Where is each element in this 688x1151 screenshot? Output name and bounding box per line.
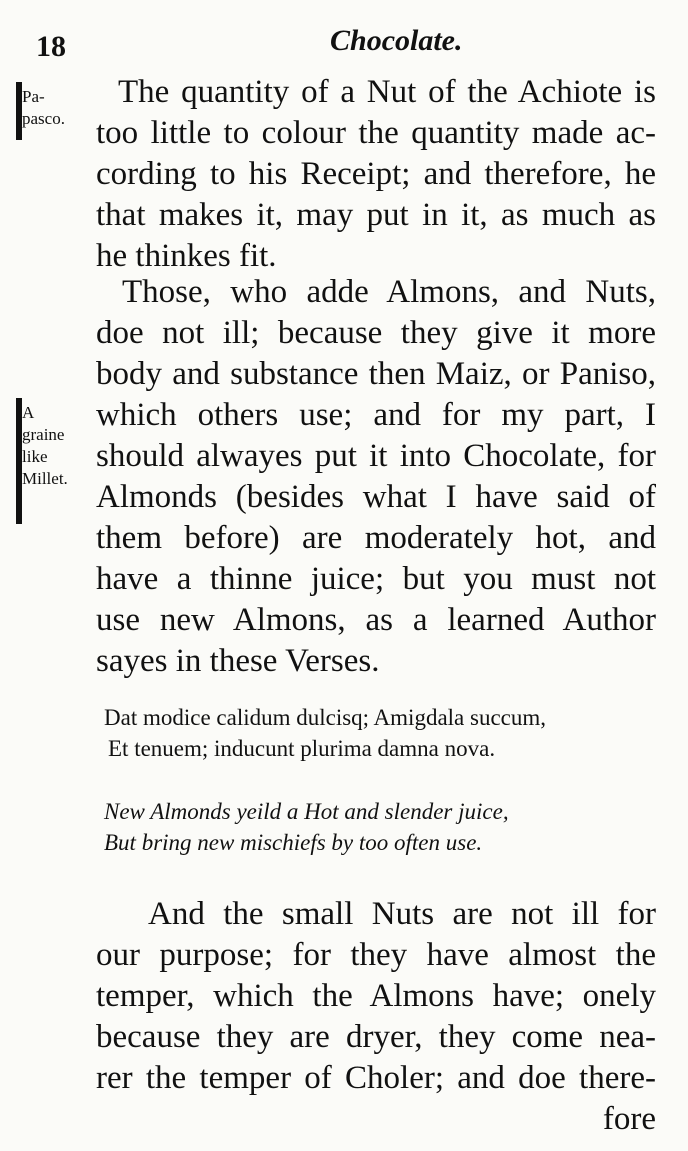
margin-note-papasco — [22, 86, 65, 130]
verse-line: Dat modice calidum dulcisq; Amigdala succum, — [104, 705, 547, 730]
text-line: have a thinne juice; but you must not — [96, 561, 656, 597]
margin-note-line: like — [22, 447, 48, 466]
text-line: too little to colour the quantity made ac- — [96, 115, 656, 151]
text-line: sayes in these Verses. — [96, 643, 380, 679]
text-line: cording to his Receipt; and therefore, he — [96, 156, 656, 192]
page-number: 18 — [36, 30, 66, 63]
margin-note-line: pasco. — [22, 109, 65, 128]
english-verse — [104, 796, 656, 858]
margin-note-line: graine — [22, 425, 65, 444]
paragraph-3 — [96, 894, 656, 1140]
text-line: should alwayes put it into Chocolate, for — [96, 438, 656, 474]
text-line: Almonds (besides what I have said of — [96, 479, 656, 515]
text-line: doe not ill; because they give it more — [96, 315, 656, 351]
text-line: that makes it, may put in it, as much as — [96, 197, 656, 233]
text-line: rer the temper of Choler; and doe there- — [96, 1060, 656, 1096]
running-title: Chocolate. — [330, 24, 463, 57]
text-line: Those, who adde Almons, and Nuts, — [122, 274, 656, 310]
margin-note-line: A — [22, 403, 35, 422]
text-line: The quantity of a Nut of the Achiote is — [118, 74, 656, 110]
text-line: our purpose; for they have almost the — [96, 937, 656, 973]
paragraph-2 — [96, 272, 656, 682]
verse-line: But bring new mischiefs by too often use. — [104, 830, 483, 855]
catchword: fore — [602, 1101, 656, 1137]
text-line: because they are dryer, they come nea- — [96, 1019, 656, 1055]
latin-verse — [104, 702, 656, 764]
margin-note-millet — [22, 402, 68, 490]
text-line: them before) are moderately hot, and — [96, 520, 656, 556]
text-line: he thinkes fit. — [96, 238, 277, 274]
verse-line: New Almonds yeild a Hot and slender juice, — [104, 799, 509, 824]
margin-note-line: Pa- — [22, 87, 45, 106]
paragraph-1 — [96, 72, 656, 277]
text-line: use new Almons, as a learned Author — [96, 602, 656, 638]
margin-note-line: Millet. — [22, 469, 68, 488]
text-line: temper, which the Almons have; onely — [96, 978, 656, 1014]
text-line: which others use; and for my part, I — [96, 397, 656, 433]
text-line: body and substance then Maiz, or Paniso, — [96, 356, 656, 392]
text-line: And the small Nuts are not ill for — [148, 896, 656, 932]
verse-line: Et tenuem; inducunt plurima damna nova. — [108, 736, 496, 761]
